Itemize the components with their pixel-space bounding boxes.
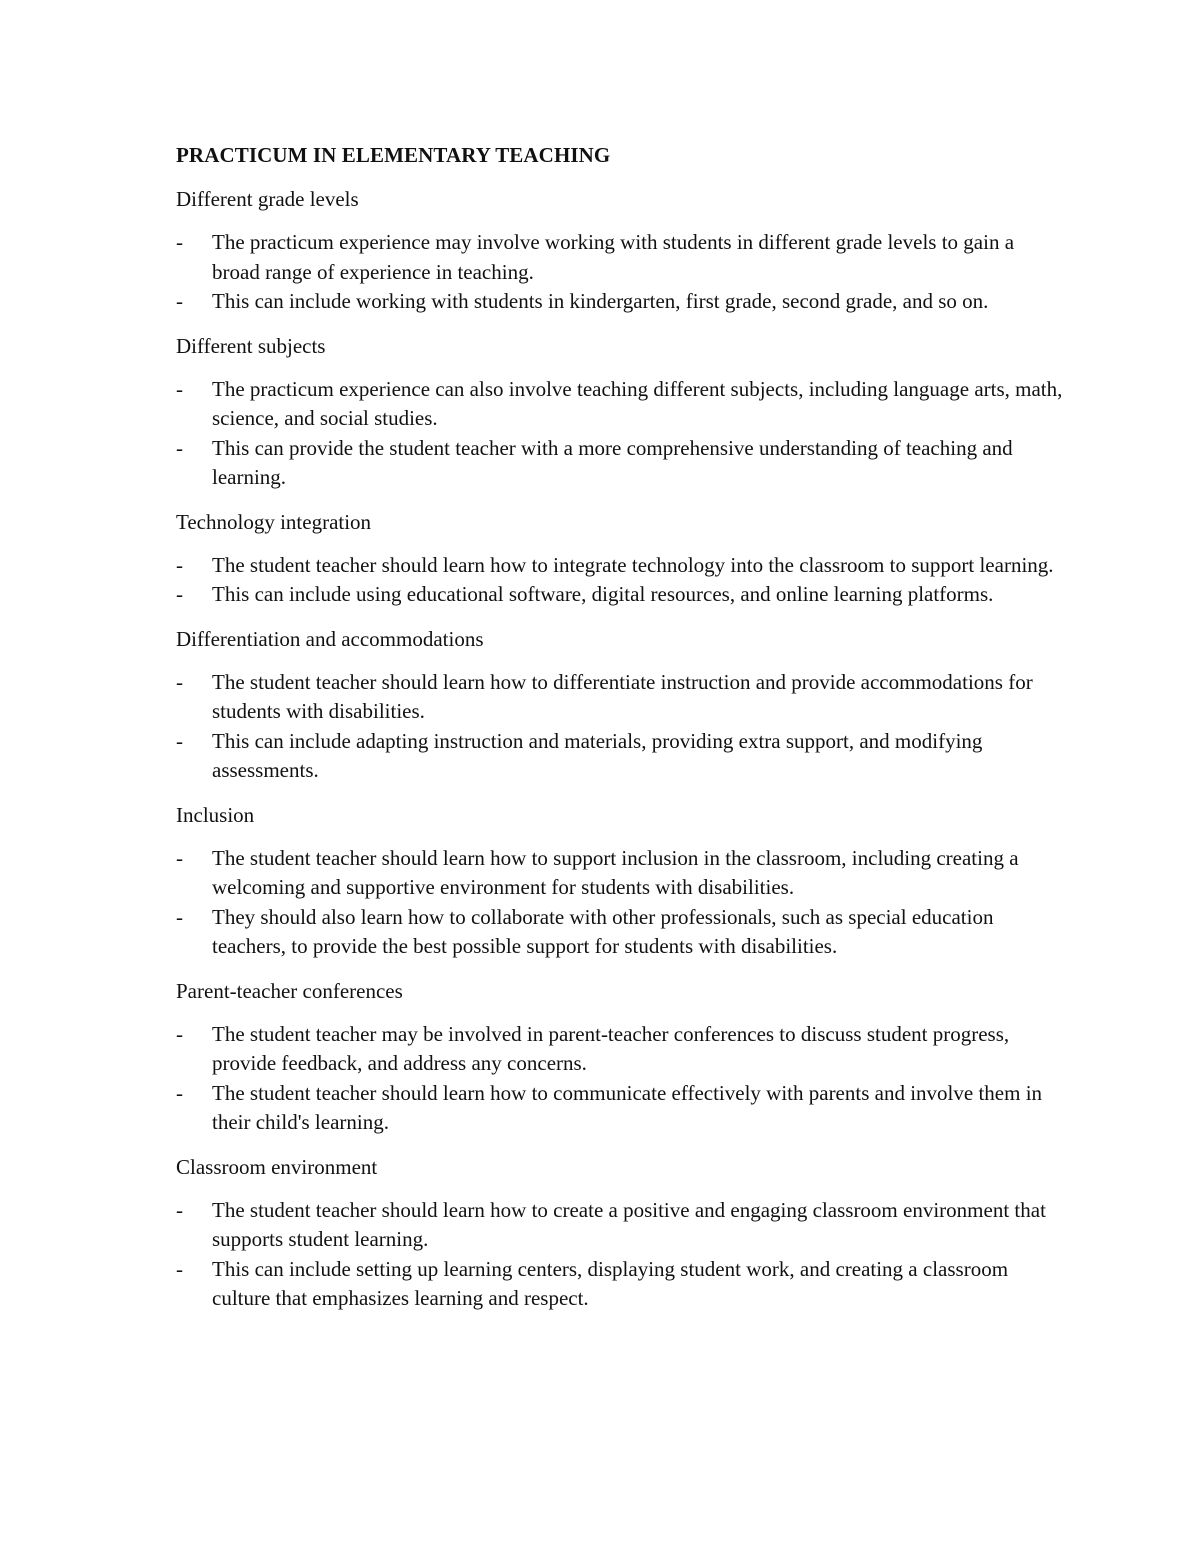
bullet-text: The student teacher should learn how to create a positive and engaging classroom environment that supports student learning. [212,1197,1046,1251]
bullet-list [176,1196,1066,1314]
bullet-marker: - [176,1256,183,1281]
bullet-text: The student teacher should learn how to support inclusion in the classroom, including creating a welcoming and supportive environment for students with disabilities. [212,845,1019,899]
bullet-item [176,1079,1066,1138]
section-heading: Technology integration [176,509,372,534]
bullet-item [176,375,1066,434]
bullet-marker: - [176,582,183,606]
bullet-item [176,1196,1066,1255]
bullet-list [176,1020,1066,1138]
bullet-text: This can include setting up learning centers, displaying student work, and creating a classroom culture that emphasizes learning and respect. [212,1256,1009,1310]
bullet-text: They should also learn how to collaborate with other professionals, such as special education teachers, to provide the best possible support for students with disabilities. [212,904,994,958]
section-heading: Differentiation and accommodations [176,626,484,651]
bullet-marker: - [176,552,183,577]
bullet-item [176,1255,1066,1314]
bullet-item [176,903,1066,962]
document-body [176,184,1066,1314]
bullet-text: The student teacher may be involved in parent-teacher conferences to discuss student progress, provide feedback, and address any concerns. [212,1021,1010,1075]
bullet-marker: - [176,435,183,460]
bullet-marker: - [176,376,183,401]
bullet-item [176,1020,1066,1079]
document-title: PRACTICUM IN ELEMENTARY TEACHING [176,143,611,167]
document-page [176,140,1066,1328]
bullet-list [176,844,1066,962]
bullet-marker: - [176,669,183,694]
bullet-text: This can include using educational software, digital resources, and online learning platforms. [212,582,994,606]
bullet-marker: - [176,1021,183,1046]
bullet-text: This can provide the student teacher with a more comprehensive understanding of teaching and learning. [212,435,1013,489]
bullet-item [176,580,1066,610]
bullet-text: This can include working with students in kindergarten, first grade, second grade, and so on. [212,289,989,313]
bullet-item [176,727,1066,786]
bullet-list [176,551,1066,610]
section-heading: Different subjects [176,333,326,358]
bullet-item [176,287,1066,317]
section-heading: Classroom environment [176,1154,378,1179]
bullet-marker: - [176,904,183,929]
bullet-item [176,668,1066,727]
section-heading: Different grade levels [176,187,359,211]
section-heading: Inclusion [176,802,255,827]
bullet-item [176,844,1066,903]
bullet-text: The student teacher should learn how to communicate effectively with parents and involve them in their child's learning. [212,1080,1043,1134]
bullet-text: The student teacher should learn how to differentiate instruction and provide accommodations for students with disabilities. [212,669,1033,723]
bullet-marker: - [176,1080,183,1105]
bullet-text: This can include adapting instruction and materials, providing extra support, and modifying assessments. [212,728,983,782]
bullet-text: The student teacher should learn how to integrate technology into the classroom to support learning. [212,552,1054,577]
bullet-text: The practicum experience may involve working with students in different grade levels to gain a broad range of experience in teaching. [212,230,1015,284]
bullet-marker: - [176,230,183,254]
bullet-item [176,228,1066,287]
bullet-item [176,551,1066,581]
bullet-text: The practicum experience can also involve teaching different subjects, including language arts, math, science, and social studies. [212,376,1063,430]
bullet-marker: - [176,845,183,870]
bullet-marker: - [176,728,183,753]
bullet-marker: - [176,289,183,313]
bullet-list [176,668,1066,786]
bullet-item [176,434,1066,493]
bullet-list [176,228,1066,317]
bullet-list [176,375,1066,493]
section-heading: Parent-teacher conferences [176,978,403,1003]
bullet-marker: - [176,1197,183,1222]
